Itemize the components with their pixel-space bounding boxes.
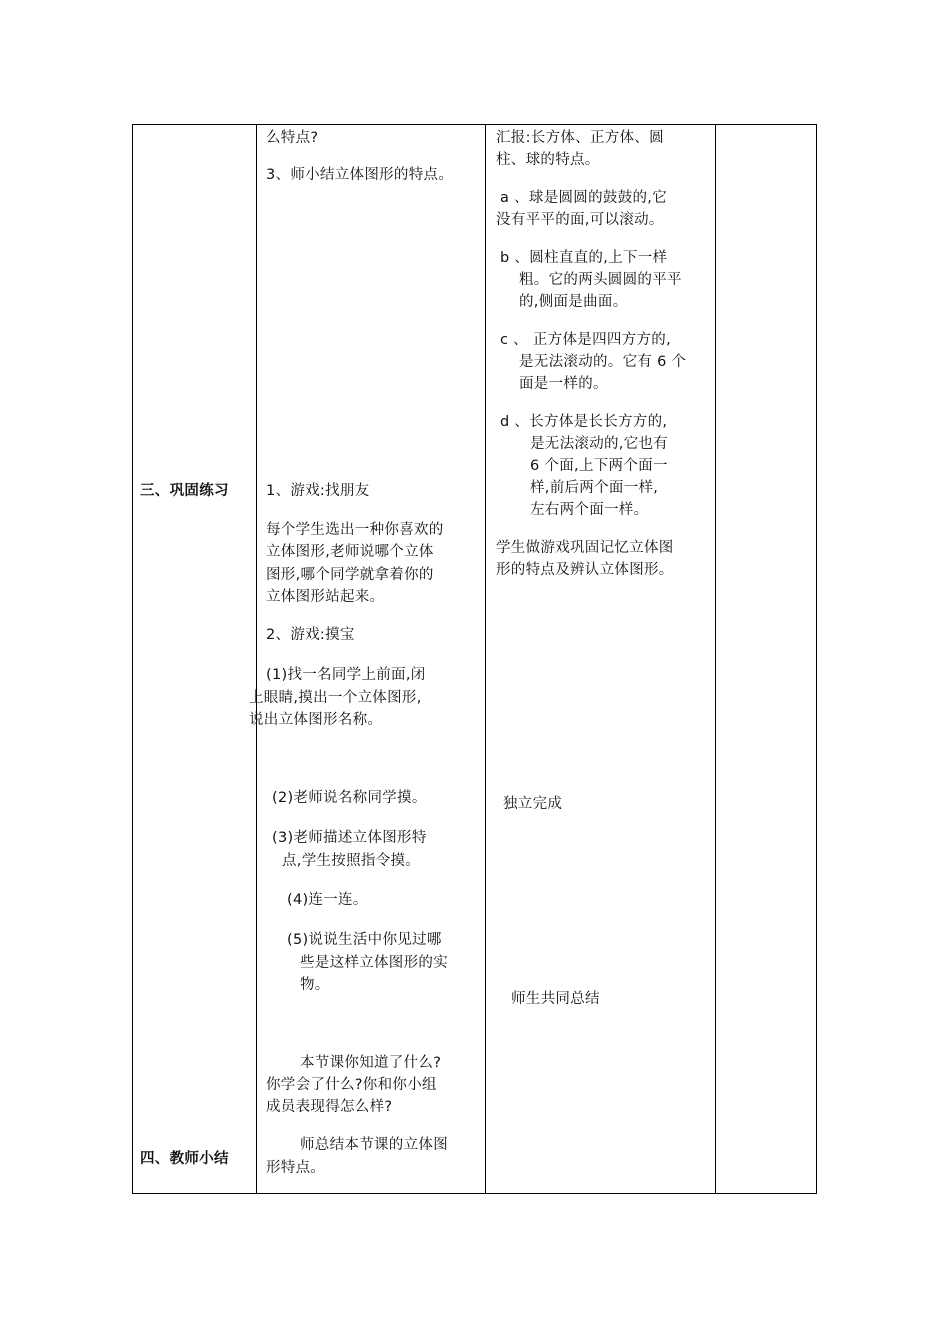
cylinder-text: 的,侧面是曲面。 bbox=[519, 294, 628, 310]
question-text: 本节课你知道了什么? bbox=[300, 1055, 442, 1071]
column-divider-2 bbox=[485, 124, 486, 1194]
step1-text: (1)找一名同学上前面,闭 bbox=[266, 667, 426, 683]
step5-text: 些是这样立体图形的实 bbox=[300, 955, 448, 971]
summary-text: 师总结本节课的立体图 bbox=[300, 1137, 448, 1153]
game1-text: 图形,哪个同学就拿着你的 bbox=[266, 567, 434, 583]
cuboid-text: d 、长方体是长长方方的, bbox=[500, 414, 668, 430]
cube-text: 是无法滚动的。它有 6 个 bbox=[519, 354, 687, 370]
step5-text: (5)说说生活中你见过哪 bbox=[287, 932, 442, 948]
game-text: 形的特点及辨认立体图形。 bbox=[496, 562, 674, 578]
cylinder-text: 粗。它的两头圆圆的平平 bbox=[519, 272, 682, 288]
question-text: 成员表现得怎么样? bbox=[266, 1099, 393, 1115]
summary-text: 形特点。 bbox=[266, 1160, 326, 1176]
step1-text: 上眼睛,摸出一个立体图形, bbox=[249, 690, 422, 706]
teacher-text: 3、师小结立体图形的特点。 bbox=[266, 167, 454, 183]
question-text: 你学会了什么?你和你小组 bbox=[266, 1077, 437, 1093]
game2-title: 2、游戏:摸宝 bbox=[266, 627, 355, 643]
cuboid-text: 6 个面,上下两个面一 bbox=[530, 458, 668, 474]
game1-text: 立体图形站起来。 bbox=[266, 589, 385, 605]
step1-text: 说出立体图形名称。 bbox=[249, 712, 383, 728]
sphere-text: a 、球是圆圆的鼓鼓的,它 bbox=[500, 190, 668, 206]
section-teacher-summary: 四、教师小结 bbox=[140, 1151, 229, 1167]
step4-text: (4)连一连。 bbox=[287, 892, 368, 908]
cube-text: 面是一样的。 bbox=[519, 376, 608, 392]
student-text: 柱、球的特点。 bbox=[496, 152, 600, 168]
cylinder-text: b 、圆柱直直的,上下一样 bbox=[500, 250, 668, 266]
step3-text: (3)老师描述立体图形特 bbox=[272, 830, 427, 846]
student-text: 汇报:长方体、正方体、圆 bbox=[496, 130, 664, 146]
game1-text: 立体图形,老师说哪个立体 bbox=[266, 544, 434, 560]
cuboid-text: 样,前后两个面一样, bbox=[530, 480, 659, 496]
column-divider-1 bbox=[256, 124, 257, 1194]
cube-text: c 、 正方体是四四方方的, bbox=[500, 332, 671, 348]
column-divider-3 bbox=[715, 124, 716, 1194]
sphere-text: 没有平平的面,可以滚动。 bbox=[496, 212, 664, 228]
game-text: 学生做游戏巩固记忆立体图 bbox=[496, 540, 674, 556]
together-text: 师生共同总结 bbox=[511, 991, 600, 1007]
independent-text: 独立完成 bbox=[503, 796, 563, 812]
section-consolidate-practice: 三、巩固练习 bbox=[140, 483, 229, 499]
cuboid-text: 是无法滚动的,它也有 bbox=[530, 436, 669, 452]
teacher-text: 么特点? bbox=[266, 130, 319, 146]
game1-title: 1、游戏:找朋友 bbox=[266, 483, 370, 499]
step5-text: 物。 bbox=[300, 977, 330, 993]
step2-text: (2)老师说名称同学摸。 bbox=[272, 790, 427, 806]
step3-text: 点,学生按照指令摸。 bbox=[282, 853, 421, 869]
cuboid-text: 左右两个面一样。 bbox=[530, 502, 649, 518]
game1-text: 每个学生选出一种你喜欢的 bbox=[266, 522, 444, 538]
